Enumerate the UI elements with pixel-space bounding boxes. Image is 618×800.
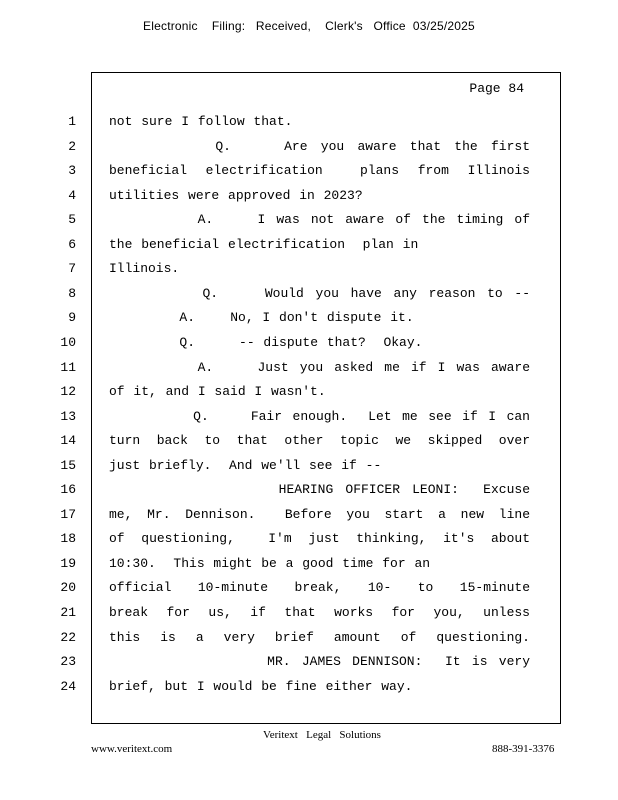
line-number: 6 <box>68 236 76 252</box>
transcript-line <box>60 359 560 384</box>
line-number: 23 <box>60 654 76 670</box>
line-text: beneficial electrification plans from Illinois <box>109 163 530 179</box>
transcript-line <box>68 236 560 261</box>
line-text: turn back to that other topic we skipped over <box>109 433 530 449</box>
line-number: 9 <box>68 310 76 326</box>
transcript-line <box>60 580 560 604</box>
line-number: 12 <box>60 384 76 400</box>
line-number: 7 <box>68 261 76 277</box>
line-text: MR. JAMES DENNISON: It is very <box>109 654 530 670</box>
line-text: Q. Are you aware that the first <box>109 138 530 154</box>
line-text: of it, and I said I wasn't. <box>109 384 326 400</box>
line-number: 24 <box>60 678 76 694</box>
line-number: 8 <box>68 285 76 301</box>
transcript-line <box>60 629 560 654</box>
page-number: Page 84 <box>469 81 524 96</box>
line-number: 10 <box>60 334 76 350</box>
transcript-line <box>60 433 560 457</box>
line-number: 18 <box>60 531 76 547</box>
line-number: 4 <box>68 187 76 203</box>
transcript-line <box>68 163 560 187</box>
line-text: HEARING OFFICER LEONI: Excuse <box>109 482 530 498</box>
line-text: just briefly. And we'll see if -- <box>109 457 382 473</box>
transcript-line <box>68 285 560 310</box>
transcript-line <box>60 654 560 678</box>
line-text: brief, but I would be fine either way. <box>109 678 413 694</box>
line-text: 10:30. This might be a good time for an <box>109 555 431 571</box>
line-text: not sure I follow that. <box>109 114 293 129</box>
line-number: 2 <box>68 138 76 154</box>
line-number: 22 <box>60 629 76 645</box>
line-text: me, Mr. Dennison. Before you start a new line <box>109 506 530 522</box>
transcript-line <box>68 138 560 163</box>
line-text: A. No, I don't dispute it. <box>109 310 414 326</box>
line-text: this is a very brief amount of questioning. <box>109 629 530 645</box>
footer-website: www.veritext.com <box>91 743 173 755</box>
line-text: A. I was not aware of the timing of <box>109 212 530 228</box>
line-text: break for us, if that works for you, unless <box>109 605 530 620</box>
transcript-line <box>60 678 560 703</box>
line-number: 13 <box>60 408 76 424</box>
line-number: 14 <box>60 433 76 449</box>
line-text: Q. Fair enough. Let me see if I can <box>109 408 530 424</box>
transcript-line <box>60 482 560 506</box>
line-text: Q. Would you have any reason to -- <box>109 285 530 301</box>
transcript-line <box>68 261 560 285</box>
line-text: Illinois. <box>109 261 180 277</box>
transcript-line <box>60 408 560 433</box>
line-text: of questioning, I'm just thinking, it's about <box>109 531 530 547</box>
transcript-line <box>60 457 560 482</box>
transcript-line <box>68 212 560 236</box>
line-text: A. Just you asked me if I was aware <box>109 359 530 375</box>
transcript-page <box>60 72 561 724</box>
line-number: 17 <box>60 506 76 522</box>
transcript-line <box>68 310 560 334</box>
line-text: Q. -- dispute that? Okay. <box>109 334 423 350</box>
line-number: 1 <box>68 114 76 129</box>
line-text: official 10-minute break, 10- to 15-minute <box>109 580 530 596</box>
line-number: 19 <box>60 555 76 571</box>
line-number: 11 <box>60 359 76 375</box>
filing-stamp-header: Electronic Filing: Received, Clerk's Office 03/25/2025 <box>143 19 475 33</box>
transcript-line <box>60 555 560 580</box>
line-number: 16 <box>60 482 76 498</box>
transcript-line <box>60 605 560 629</box>
transcript-line <box>68 187 560 212</box>
line-text: the beneficial electrification plan in <box>109 236 419 252</box>
transcript-line <box>60 384 560 408</box>
line-number: 20 <box>60 580 76 596</box>
transcript-line <box>68 114 560 138</box>
line-number: 5 <box>68 212 76 228</box>
line-text: utilities were approved in 2023? <box>109 187 363 203</box>
footer-company: Veritext Legal Solutions <box>263 729 381 741</box>
footer-phone: 888-391-3376 <box>492 743 555 755</box>
line-number: 15 <box>60 457 76 473</box>
transcript-line <box>60 531 560 555</box>
transcript-line <box>60 506 560 531</box>
transcript-line <box>60 334 560 359</box>
line-number: 21 <box>60 605 76 620</box>
line-number: 3 <box>68 163 76 179</box>
